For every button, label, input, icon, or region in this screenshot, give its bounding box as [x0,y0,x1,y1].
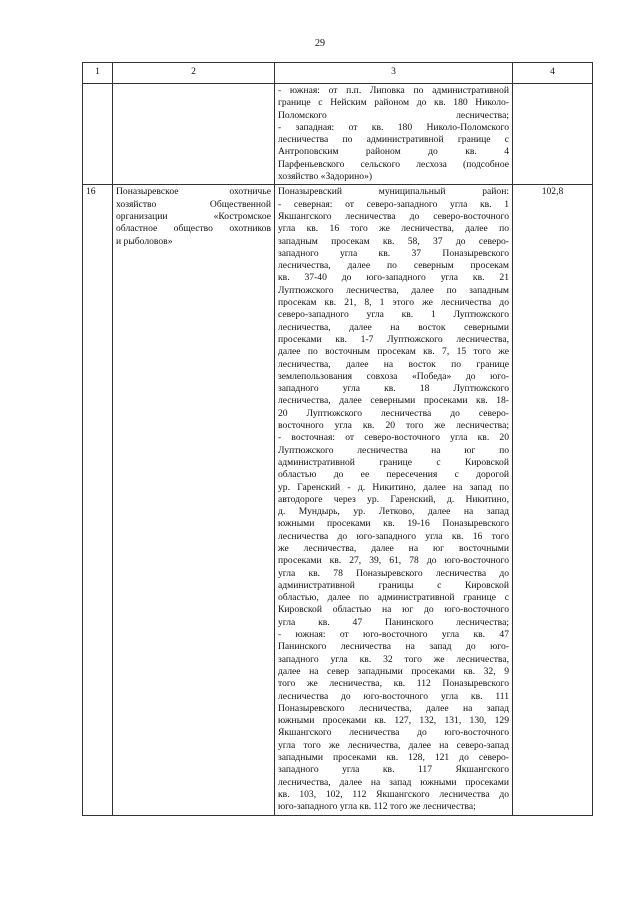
description-line: 20 Луптюжского лесничества до северо- [278,407,509,419]
description-line: Поломского лесничества; [278,109,509,121]
description-line: восточного угла кв. 20 того же лесничества; [278,420,509,432]
description-line: лесничества, далее на запад южными просеками [278,776,509,788]
column-header-1: 1 [83,63,113,84]
table-header-row [83,63,593,84]
boundaries-table [82,62,593,816]
area-cell [513,185,593,815]
description-line: южными просеками кв. 19-16 Поназыревского [278,518,509,530]
description-line: Поназыревский муниципальный район: [278,186,509,198]
description-line: Парфеньевского сельского лесхоза (подсобное [278,158,509,170]
description-line: просеками кв. 27, 39, 61, 78 до юго-восточного [278,555,509,567]
description-line: западного угла кв. 37 Поназыревского [278,247,509,259]
description-line: хозяйство «Задорино») [278,171,373,183]
description-line: административной границы с Кировской [278,579,509,591]
description-line: - северная: от северо-западного угла кв. 1 [278,198,509,210]
description-line: южными просеками кв. 127, 132, 131, 130, 129 [278,715,509,727]
description-line: Якшангского лесничества до юго-восточного [278,727,509,739]
description-line: д. Мундырь, ур. Летково, далее на запад [278,506,509,518]
description-line: западного угла кв. 117 Якшангского [278,764,509,776]
description-line: - южная: от юго-восточного угла кв. 47 [278,629,509,641]
hunting-ground-name-cell [113,185,275,815]
boundary-description [278,186,509,813]
name-line: областное общество охотников [116,223,271,235]
description-line: лесничества, далее северными просеками кв. 18- [278,395,509,407]
table-row [83,84,593,185]
description-line: того же лесничества, кв. 112 Поназыревского [278,678,509,690]
description-line: юго-западного угла кв. 112 того же лесничества; [278,801,476,813]
description-line: - западная: от кв. 180 Николо-Поломского [278,121,509,133]
hunting-ground-name [116,186,271,247]
description-line: землепользования совхоза «Победа» до юго- [278,370,509,382]
description-line: лесничества до юго-западного угла кв. 16 того [278,530,509,542]
name-line: Поназыревское охотничье [116,186,271,198]
column-header-3: 3 [275,63,513,84]
description-line: кв. 103, 102, 112 Якшангского лесничества до [278,788,509,800]
name-line: хозяйство Общественной [116,198,271,210]
description-line: западными просеками кв. 128, 121 до северо- [278,752,509,764]
description-line: Поназыревского лесничества, далее на запад [278,702,509,714]
description-line: областью до ее пересечения с дорогой [278,469,509,481]
boundary-description-cell [275,84,513,185]
description-line: Луптюжского лесничества на юг по [278,444,509,456]
description-line: лесничества по административной границе с [278,134,509,146]
row-number-cell [83,185,113,815]
description-line: угла кв. 78 Поназыревского лесничества до [278,567,509,579]
description-line: кв. 37-40 до юго-западного угла кв. 21 [278,272,509,284]
description-line: далее по восточным просекам кв. 7, 15 того же [278,346,509,358]
description-line: областью, далее по административной границе с [278,592,509,604]
description-line: далее на север западными просеками кв. 32, 9 [278,665,509,677]
page-number: 29 [315,38,325,49]
column-header-4: 4 [513,63,593,84]
column-header-2: 2 [113,63,275,84]
description-line: - южная: от п.п. Липовка по административной [278,85,509,96]
description-line: просекам кв. 21, 8, 1 этого же лесничества до [278,297,509,309]
name-line: организации «Костромское [116,210,271,222]
hunting-ground-name-cell [113,84,275,185]
description-line: лесничества, далее на восток по границе [278,358,509,370]
description-line: Луптюжского лесничества, далее по западным [278,284,509,296]
table-row [83,185,593,815]
description-line: лесничества до юго-восточного угла кв. 111 [278,690,509,702]
area-value: 102,8 [541,186,564,198]
description-line: лесничества, далее по северным просекам [278,260,509,272]
description-line: Кировской областью на юг до юго-восточного [278,604,509,616]
description-line: Антроповским районом до кв. 4 [278,146,509,158]
area-cell [513,84,593,185]
description-line: угла кв. 16 того же лесничества, далее по [278,223,509,235]
description-line: автодороге через ур. Гаренский, д. Никитино, [278,493,509,505]
description-line: северо-западного угла кв. 1 Луптюжского [278,309,509,321]
boundary-description [278,85,509,183]
description-line: Якшангского лесничества до северо-восточного [278,210,509,222]
boundary-description-cell [275,185,513,815]
description-line: угла кв. 47 Панинского лесничества; [278,616,509,628]
description-line: просеками кв. 1-7 Луптюжского лесничества, [278,333,509,345]
description-line: западного угла кв. 32 того же лесничества, [278,653,509,665]
description-line: административной границе с Кировской [278,456,509,468]
description-line: границе с Нейским районом до кв. 180 Николо- [278,97,509,109]
description-line: западным просекам кв. 58, 37 до северо- [278,235,509,247]
row-number-cell [83,84,113,185]
description-line: ур. Гаренский - д. Никитино, далее на запад по [278,481,509,493]
description-line: же лесничества, далее на юг восточными [278,542,509,554]
row-number: 16 [86,186,96,198]
description-line: лесничества, далее на восток северными [278,321,509,333]
description-line: угла того же лесничества, далее на северо-запад [278,739,509,751]
description-line: Панинского лесничества на запад до юго- [278,641,509,653]
description-line: западного угла кв. 18 Луптюжского [278,383,509,395]
name-line: и рыболовов» [116,235,173,247]
description-line: - восточная: от северо-восточного угла кв. 20 [278,432,509,444]
